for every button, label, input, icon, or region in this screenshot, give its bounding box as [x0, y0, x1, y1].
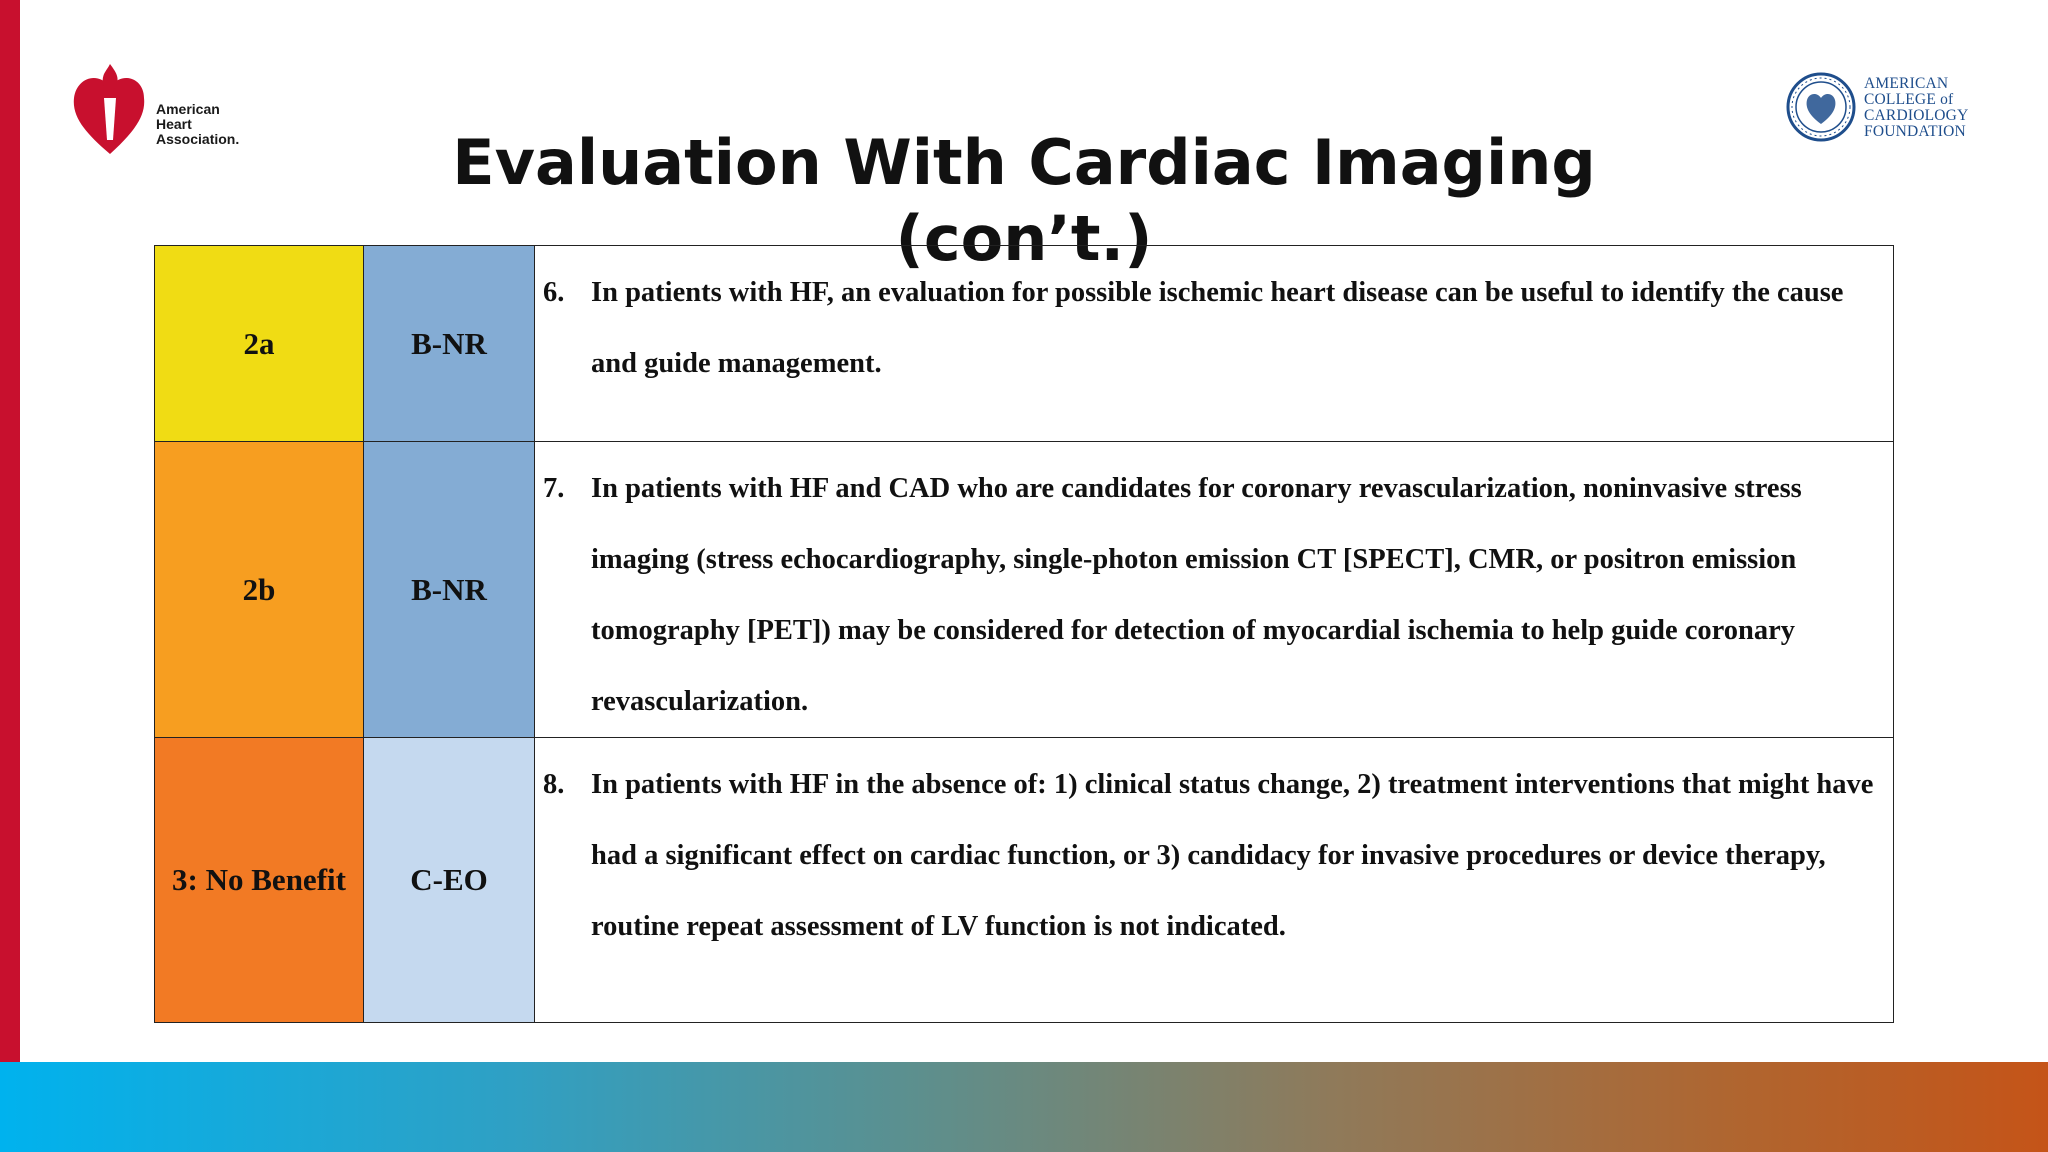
- aha-line-1: American: [156, 101, 220, 117]
- acc-line-2: COLLEGE of: [1864, 91, 1954, 108]
- loe-cell: [364, 246, 535, 442]
- table-row: [155, 738, 1894, 1023]
- loe-label: B-NR: [411, 325, 487, 361]
- recommendation-text: In patients with HF and CAD who are candidates for coronary revascularization, noninvasive stress imaging (stress echocardiography, single-photon emission CT [SPECT], CMR, or positron emission tomography [PET]) may be considered for detection of myocardial ischemia to help guide coronary revascularization.: [591, 473, 1802, 717]
- bottom-gradient-band: [0, 1062, 2048, 1152]
- acc-line-3: CARDIOLOGY: [1864, 107, 1969, 124]
- cor-label: 2b: [242, 571, 276, 607]
- recommendation-number: 7.: [543, 473, 565, 504]
- recommendation-cell: [535, 738, 1894, 1023]
- acc-line-1: AMERICAN: [1864, 75, 1949, 92]
- recommendation-number: 8.: [543, 769, 565, 800]
- aha-line-3: Association.: [156, 131, 240, 147]
- aha-line-2: Heart: [156, 116, 192, 132]
- recommendation-text: In patients with HF, an evaluation for possible ischemic heart disease can be useful to identify the cause and guide management.: [591, 277, 1844, 379]
- cor-cell: [155, 738, 364, 1023]
- aha-logo: [70, 60, 270, 160]
- table-row: [155, 246, 1894, 442]
- heart-torch-icon: [70, 60, 150, 156]
- recommendation-table: [154, 245, 1894, 1023]
- loe-label: C-EO: [410, 862, 488, 897]
- recommendation-cell: [535, 246, 1894, 442]
- cor-cell: [155, 246, 364, 442]
- aha-wordmark: [156, 102, 239, 147]
- acc-line-4: FOUNDATION: [1864, 123, 1966, 140]
- cor-label: 3: No Benefit: [172, 862, 346, 897]
- loe-cell: [364, 738, 535, 1023]
- left-accent-bar: [0, 0, 20, 1062]
- loe-cell: [364, 442, 535, 738]
- cor-cell: [155, 442, 364, 738]
- recommendation-number: 6.: [543, 277, 565, 308]
- acc-seal-icon: [1786, 72, 1856, 142]
- recommendation-cell: [535, 442, 1894, 738]
- loe-label: B-NR: [411, 571, 487, 607]
- acc-logo: [1786, 72, 1986, 148]
- table-row: [155, 442, 1894, 738]
- acc-wordmark: [1864, 76, 1968, 140]
- recommendation-text: In patients with HF in the absence of: 1) clinical status change, 2) treatment interventions that might have had a significant effect on cardiac function, or 3) candidacy for invasive procedures or device therapy, routine repeat assessment of LV function is not indicated.: [591, 769, 1874, 942]
- slide-title: Evaluation With Cardiac Imaging (con’t.): [452, 126, 1596, 275]
- cor-label: 2a: [243, 325, 275, 361]
